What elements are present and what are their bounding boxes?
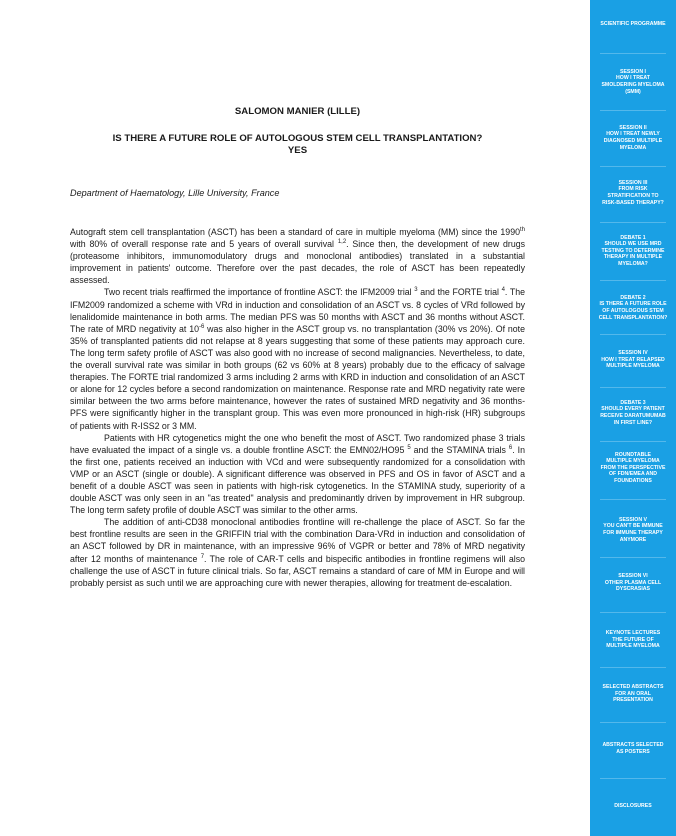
sidebar-item-13[interactable] (590, 684, 676, 704)
sidebar-item-4[interactable] (590, 180, 676, 206)
sidebar-item-label: IS THERE A FUTURE ROLE (599, 301, 667, 308)
article-title (70, 133, 525, 157)
article-body (70, 226, 525, 589)
sidebar-item-label: AS POSTERS (616, 748, 650, 755)
paragraph-3: Patients with HR cytogenetics might the one who benefit the most of ASCT. Two randomized phase 3 trials have evaluated the impact of a single vs. a double frontline ASCT: the EMN02/HO95 $^5$ and the STAMINA trials $^6$. In the first one, patients received an induction with VCd and were subsequently randomized for a consolidation with VMP or an ASCT (single or double). A significant difference was observed in PFS and OS in favor of ASCT and a benefit of a double ASCT was seen in patients with high-risk cytogenetics. In the STAMINA study, superiority of a double ASCT was only seen in an "as treated" analysis and predominantly driven by improvement in HR subgroup. The long term safety profile of double ASCT was similar to the other arms. (70, 432, 525, 516)
sidebar-item-label: IN FIRST LINE? (613, 419, 653, 426)
sidebar-divider (600, 778, 666, 779)
sidebar-item-label: SESSION VI (618, 573, 648, 580)
sidebar-item-7[interactable] (590, 350, 676, 370)
sidebar-item-label: OF FDN/EMEA AND (608, 471, 658, 478)
sidebar-item-label: ANYMORE (619, 536, 647, 543)
sidebar-divider (600, 667, 666, 668)
sidebar-item-label: FOUNDATIONS (614, 477, 652, 484)
sidebar-item-label: FROM THE PERSPECTIVE (600, 464, 666, 471)
sidebar-item-12[interactable] (590, 630, 676, 650)
department-affiliation: Department of Haematology, Lille University, France (70, 188, 280, 198)
sidebar-item-label: SESSION IV (618, 350, 648, 357)
sidebar-divider (600, 612, 666, 613)
title-line-2: YES (287, 145, 308, 156)
sidebar-item-label: MULTIPLE MYELOMA (606, 363, 660, 370)
sidebar-divider (600, 110, 666, 111)
sidebar-item-label: SHOULD WE USE MRD (604, 241, 662, 248)
sidebar-item-3[interactable] (590, 125, 676, 151)
sidebar-item-label: FROM RISK (618, 186, 648, 193)
sidebar-item-label: THE FUTURE OF (612, 636, 654, 643)
sidebar-item-label: DISCLOSURES (614, 802, 652, 809)
sidebar-item-label: DIAGNOSED MULTIPLE (603, 137, 663, 144)
sidebar-item-label: DEBATE 2 (620, 294, 646, 301)
sidebar-item-label: PRESENTATION (613, 697, 653, 704)
sidebar-item-label: TESTING TO DETERMINE (601, 247, 665, 254)
sidebar-item-label: SMOLDERING MYELOMA (601, 81, 665, 88)
sidebar-divider (600, 499, 666, 500)
sidebar-item-label: RISK-BASED THERAPY? (602, 199, 664, 206)
sidebar-divider (600, 53, 666, 54)
sidebar-item-label: YOU CAN'T BE IMMUNE (603, 523, 663, 530)
sidebar-item-label: MULTIPLE MYELOMA (606, 458, 660, 465)
sidebar-item-label: OTHER PLASMA CELL (604, 579, 662, 586)
sidebar-item-label: OF AUTOLOGOUS STEM (602, 307, 664, 314)
sidebar-item-label: HOW I TREAT RELAPSED (601, 356, 665, 363)
paragraph-4: The addition of anti-CD38 monoclonal antibodies frontline will re-challenge the place of ASCT. So far the best frontline results are seen in the GRIFFIN trial with the combination Dara-VRd in induction and consolidation of an ASCT followed by DR in maintenance, with an impressive 96% of VGPR or better and 78% of MRD negativity after 12 months of maintenance $^7$. The role of CAR-T cells and bispecific antibodies in frontline regimens will also challenge the use of ASCT in future clinical trials. So far, ASCT remains a standard of care of MM in Europe and will probably persist as such until we are approaching cure with newer therapies, allowing for treatment de-escalation. (70, 517, 525, 588)
sidebar-divider (600, 166, 666, 167)
sidebar-item-label: FOR IMMUNE THERAPY (603, 529, 663, 536)
sidebar-item-label: THERAPY IN MULTIPLE (603, 254, 663, 261)
sidebar-item-11[interactable] (590, 573, 676, 593)
sidebar-item-8[interactable] (590, 400, 676, 426)
sidebar-item-2[interactable] (590, 69, 676, 95)
sidebar-item-label: SELECTED ABSTRACTS (602, 684, 664, 691)
sidebar-item-label: FOR AN ORAL (615, 690, 651, 697)
sidebar-navigation (590, 0, 676, 836)
sidebar-item-10[interactable] (590, 517, 676, 543)
sidebar-item-15[interactable] (590, 803, 676, 810)
sidebar-divider (600, 387, 666, 388)
sidebar-item-9[interactable] (590, 452, 676, 485)
sidebar-item-label: SCIENTIFIC PROGRAMME (600, 20, 666, 27)
title-line-1: IS THERE A FUTURE ROLE OF AUTOLOGOUS STEM CELL TRANSPLANTATION? (112, 133, 483, 144)
sidebar-item-label: MYELOMA (619, 144, 647, 151)
sidebar-item-label: MULTIPLE MYELOMA (606, 643, 660, 650)
sidebar-item-label: ABSTRACTS SELECTED (602, 742, 664, 749)
sidebar-item-label: SESSION I (620, 68, 646, 75)
paragraph-2: Two recent trials reaffirmed the importance of frontline ASCT: the IFM2009 trial $^3$ and the FORTE trial $^4$. The IFM2009 randomized a scheme with VRd in induction and consolidation of an ASCT vs. 8 cycles of VRd followed by lenalidomide maintenance in both arms. The median PFS was 50 months with ASCT and 36 months without ASCT. The rate of MRD negativity at $10^{-6}$ was also higher in the ASCT group vs. no transplantation (30% vs 20%). Of note 35% of transplanted patients did not relapse at 8 years suggesting that some of these patients may approach cure. The long term safety profile of ASCT was also good with no increase of second malignancies. Nevertheless, to date, the overall survival rate was similar in both groups (62 vs 60% at 8 years) probably due to the efficacy of salvage therapies. The FORTE trial randomized 3 arms including 2 arms with KRD in induction and consolidation of an ASCT or alone for 12 cycles before a second randomization on maintenance. Response rate and MRD negativity rate were similar between the two arms before maintenance, however the rates of sustained MRD negativity and 36 months-PFS were significantly higher in the transplant group. This was even more pronounced in high-risk (HR) subgroups of patients with R-ISS2 or 3 MM. (70, 287, 525, 431)
sidebar-item-label: DYSCRASIAS (615, 586, 650, 593)
sidebar-item-label: STRATIFICATION TO (607, 192, 659, 199)
sidebar-item-label: SESSION II (619, 124, 647, 131)
sidebar-item-label: KEYNOTE LECTURES (605, 630, 661, 637)
sidebar-divider (600, 441, 666, 442)
sidebar-divider (600, 334, 666, 335)
paragraph-1: Autograft stem cell transplantation (ASCT) has been a standard of care in multiple myeloma (MM) since the 1990th with 80% of overall response rate and 5 years of overall survival $^{1,2}$. Since then, the development of new drugs (proteasome inhibitors, immunomodulatory drugs and monoclonal antibodies) translated in a substantial improvement in patients' outcome. Therefore over the past decades, the role of ASCT has been repeatedly assessed. (70, 227, 525, 286)
sidebar-item-label: SESSION III (618, 179, 648, 186)
sidebar-item-6[interactable] (590, 295, 676, 321)
author-heading: SALOMON MANIER (LILLE) (234, 106, 361, 117)
sidebar-divider (600, 280, 666, 281)
sidebar-item-label: ROUNDTABLE (615, 451, 651, 458)
sidebar-item-label: SESSION V (619, 516, 647, 523)
sidebar-divider (600, 222, 666, 223)
sidebar-item-label: RECEIVE DARATUMUMAB (600, 412, 666, 419)
sidebar-item-label: HOW I TREAT NEWLY (606, 131, 660, 138)
sidebar-item-label: MYELOMA? (618, 260, 648, 267)
sidebar-item-label: CELL TRANSPLANTATION? (598, 314, 668, 321)
sidebar-item-5[interactable] (590, 235, 676, 268)
sidebar-item-label: DEBATE 3 (620, 399, 646, 406)
sidebar-divider (600, 557, 666, 558)
sidebar-item-label: DEBATE 1 (620, 234, 646, 241)
sidebar-item-1[interactable] (590, 21, 676, 28)
sidebar-item-14[interactable] (590, 742, 676, 755)
sidebar-divider (600, 722, 666, 723)
sidebar-item-label: (SMM) (625, 88, 641, 95)
sidebar-item-label: HOW I TREAT (616, 75, 650, 82)
sidebar-item-label: SHOULD EVERY PATIENT (601, 406, 665, 413)
